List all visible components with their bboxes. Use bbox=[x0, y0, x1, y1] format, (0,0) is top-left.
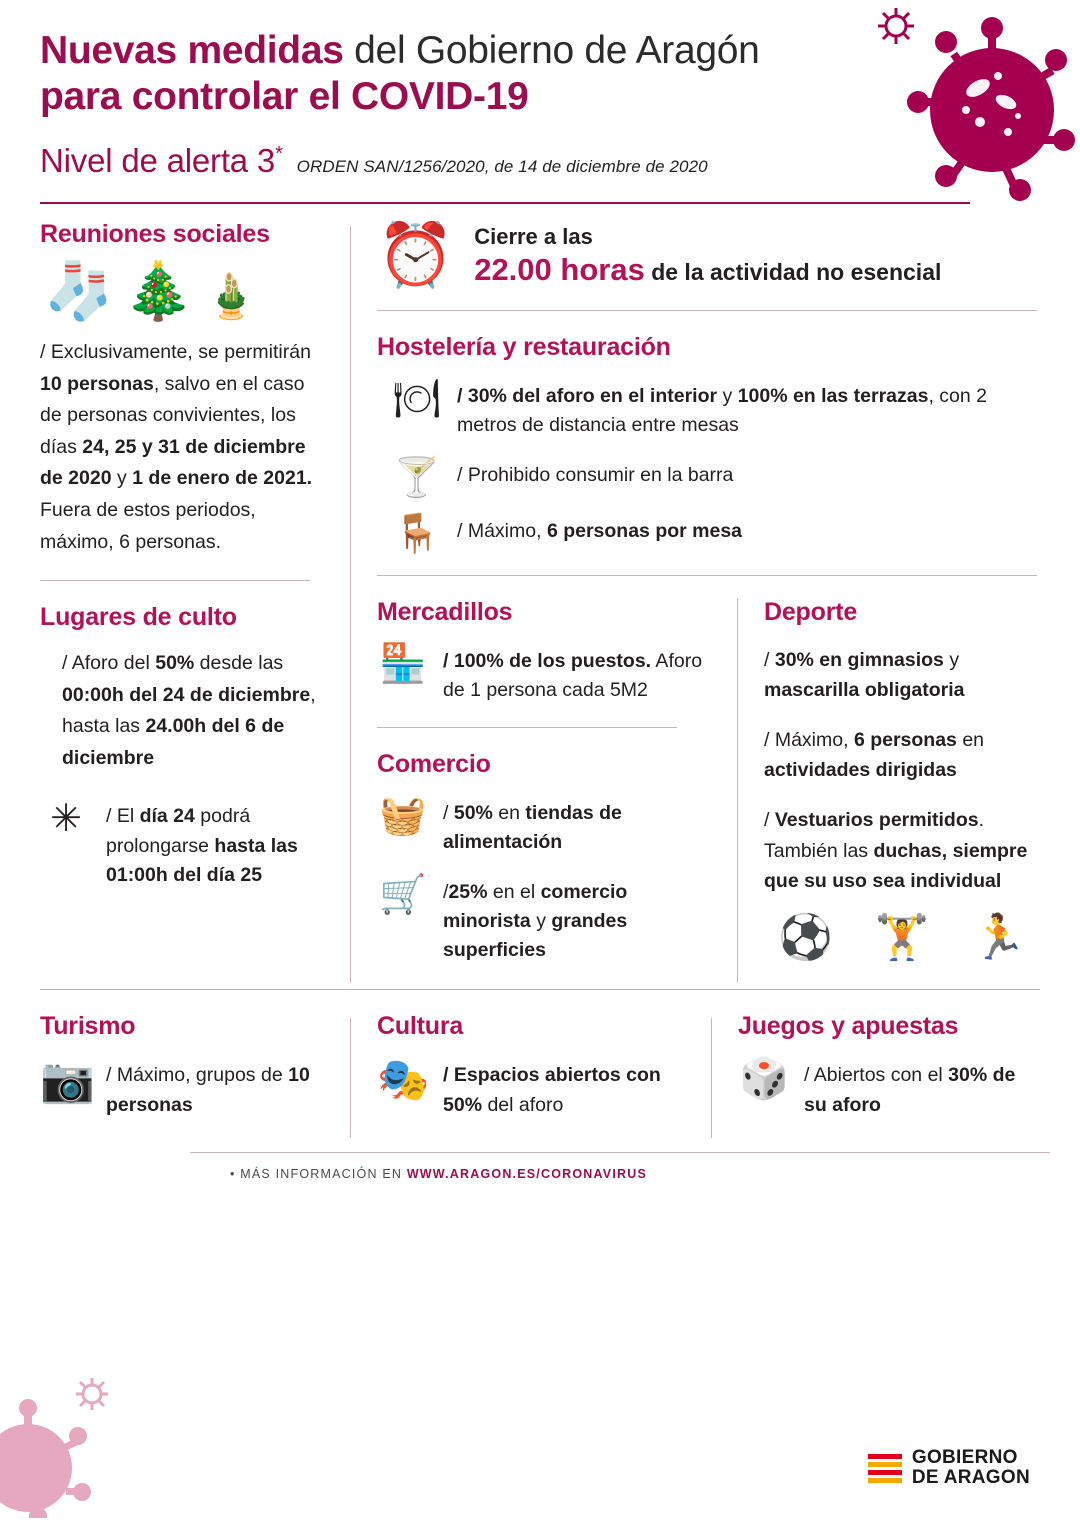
tourism-item bbox=[40, 1056, 330, 1120]
more-info-prefix: • MÁS INFORMACIÓN EN bbox=[230, 1166, 407, 1181]
social-text-e: Fuera de estos periodos, máximo, 6 personas. bbox=[40, 498, 256, 553]
page-title bbox=[40, 28, 840, 120]
section-heading-hostelry: Hostelería y restauración bbox=[377, 333, 671, 362]
worship-2-b2: hasta las 01:00h del día 25 bbox=[106, 834, 298, 886]
section-heading-worship: Lugares de culto bbox=[40, 603, 237, 632]
markets-item bbox=[377, 642, 713, 706]
aragon-flag-icon bbox=[868, 1454, 902, 1483]
sport-3-a: / bbox=[764, 809, 775, 832]
right-column bbox=[351, 220, 1040, 983]
order-reference: ORDEN SAN/1256/2020, de 14 de diciembre de 2020 bbox=[296, 157, 708, 177]
section-heading-gambling: Juegos y apuestas bbox=[738, 1012, 959, 1041]
com-1-c: en bbox=[492, 802, 526, 825]
divider-closing-hostelry bbox=[377, 310, 1037, 311]
worship-2-a: / El bbox=[106, 805, 140, 828]
header bbox=[40, 0, 1040, 204]
commerce-item-1-text bbox=[443, 797, 713, 858]
sport-bullet-3 bbox=[764, 805, 1040, 896]
alarm-clock-icon: ⏰ bbox=[377, 221, 455, 291]
christmas-stocking-icon: 🧦 bbox=[44, 259, 114, 323]
sport-3-b3: duchas, siempre que su uso sea individual bbox=[764, 839, 1028, 892]
divider-bottom-row bbox=[40, 989, 1040, 990]
hostelry-item-3-text bbox=[457, 515, 742, 546]
divider-hostelry-subgrid bbox=[377, 575, 1037, 576]
alert-level-asterisk: * bbox=[275, 143, 283, 166]
markets-item-text bbox=[443, 645, 713, 706]
markets-a: / bbox=[443, 649, 454, 672]
worship-1-b2: 00:00h del 24 de diciembre bbox=[62, 683, 311, 706]
market-stall-icon: 🏪 bbox=[379, 642, 427, 685]
sport-2-a: / Máximo, bbox=[764, 728, 854, 751]
closing-hours: 22.00 horas bbox=[474, 252, 645, 288]
social-text-c: , salvo en el caso de personas convivientes, los días bbox=[40, 372, 305, 458]
gambling-block bbox=[712, 1012, 1040, 1138]
left-column bbox=[40, 220, 350, 983]
hostelry-item-1 bbox=[391, 380, 1040, 441]
closing-suffix: de la actividad no esencial bbox=[644, 259, 942, 286]
shopping-cart-icon: 🛒 bbox=[379, 873, 427, 916]
com-1-b1: 50% bbox=[453, 802, 493, 825]
hostelry-item-2-text: / Prohibido consumir en la barra bbox=[457, 463, 734, 486]
sport-1-c: y bbox=[943, 648, 960, 671]
alert-level-text: Nivel de alerta 3 bbox=[40, 142, 276, 180]
gambling-item-text bbox=[804, 1059, 1040, 1120]
logo-text bbox=[912, 1448, 1030, 1488]
alert-level bbox=[40, 142, 283, 180]
tourism-b: 10 personas bbox=[106, 1064, 310, 1116]
worship-1-d: , hasta las bbox=[62, 683, 316, 738]
dice-icon: 🎲 bbox=[739, 1057, 789, 1102]
more-info-url[interactable]: WWW.ARAGON.ES/CORONAVIRUS bbox=[406, 1166, 647, 1181]
sport-emoji-row bbox=[764, 913, 1040, 963]
commerce-item-2 bbox=[377, 873, 713, 966]
gambling-a: / Abiertos con el bbox=[804, 1064, 949, 1087]
section-heading-culture: Cultura bbox=[377, 1012, 464, 1041]
section-heading-social: Reuniones sociales bbox=[40, 220, 270, 249]
host-1-b1: 30% del aforo en el interior bbox=[467, 385, 718, 408]
worship-item-1 bbox=[62, 648, 330, 774]
closing-line-1: Cierre a las bbox=[474, 224, 593, 250]
com-2-c: en el bbox=[487, 880, 541, 903]
social-text-d: y bbox=[111, 467, 133, 490]
worship-item-2 bbox=[40, 800, 330, 890]
com-2-b3: grandes superficies bbox=[443, 909, 628, 962]
closing-line-2 bbox=[474, 252, 941, 288]
host-3-b1: 6 personas por mesa bbox=[546, 519, 743, 542]
section-heading-commerce: Comercio bbox=[377, 750, 491, 779]
sport-3-c: permitidos bbox=[873, 809, 979, 832]
tourism-a: / Máximo, grupos de bbox=[106, 1064, 289, 1087]
social-text-b2: 24, 25 y 31 de diciembre de 2020 bbox=[40, 435, 306, 490]
worship-1-b1: 50% bbox=[155, 652, 195, 675]
culture-c: del aforo bbox=[482, 1093, 564, 1116]
worship-2-c: podrá prolongarse bbox=[106, 805, 251, 857]
header-divider bbox=[40, 202, 970, 204]
closing-time-block bbox=[377, 221, 1040, 291]
commerce-item-1 bbox=[377, 797, 713, 858]
hostelry-item-2 bbox=[391, 456, 1040, 499]
gobierno-de-aragon-logo bbox=[868, 1448, 1030, 1488]
com-2-a: / bbox=[443, 880, 449, 903]
com-1-a: / bbox=[443, 802, 454, 825]
social-text bbox=[40, 337, 330, 558]
culture-b1: Espacios abiertos con 50% bbox=[443, 1064, 661, 1116]
main-columns bbox=[40, 220, 1040, 983]
cocktail-icon: 🍸 bbox=[393, 456, 441, 499]
worship-2-b1: día 24 bbox=[139, 805, 195, 828]
social-text-b1: 10 personas bbox=[40, 372, 154, 395]
christmas-tree-icon: 🎄 bbox=[123, 259, 194, 323]
hostelry-item-1-text bbox=[457, 380, 1040, 441]
sport-3-b2: . También las bbox=[764, 809, 985, 862]
host-1-a: / bbox=[457, 385, 468, 408]
culture-item-text bbox=[443, 1059, 687, 1120]
sport-1-b2: mascarilla obligatoria bbox=[764, 678, 965, 701]
host-3-a: / Máximo, bbox=[457, 519, 547, 542]
host-1-b2: 100% en las terrazas bbox=[737, 385, 929, 408]
divider-social-worship bbox=[40, 580, 310, 581]
culture-item bbox=[377, 1056, 687, 1120]
com-2-d: y bbox=[530, 909, 552, 932]
sport-bullet-2 bbox=[764, 725, 1040, 785]
host-1-d: , con 2 metros de distancia entre mesas bbox=[457, 385, 988, 437]
subgrid bbox=[377, 598, 1040, 984]
divider-markets-commerce bbox=[377, 727, 677, 728]
coronavirus-illustration-bottom-left bbox=[0, 1358, 140, 1518]
star-icon: ✳ bbox=[50, 798, 82, 841]
markets-c: Aforo de 1 persona cada 5M2 bbox=[443, 649, 703, 701]
social-text-a: / Exclusivamente, se permitirán bbox=[40, 341, 311, 364]
tourism-block bbox=[40, 1012, 350, 1138]
worship-1-c: desde las bbox=[194, 652, 284, 675]
christmas-bauble-icon: 🎍 bbox=[203, 272, 259, 322]
subgrid-right bbox=[738, 598, 1040, 984]
com-2-b2: comercio minorista bbox=[443, 880, 628, 932]
gambling-b1: 30% de su aforo bbox=[804, 1064, 1016, 1116]
runner-icon: 🏃 bbox=[971, 913, 1027, 963]
shopping-basket-icon: 🧺 bbox=[379, 795, 427, 838]
social-text-b3: 1 de enero de 2021. bbox=[132, 467, 313, 490]
subgrid-left bbox=[377, 598, 737, 984]
camera-icon: 📷 bbox=[40, 1056, 95, 1106]
sport-2-b2: actividades dirigidas bbox=[764, 759, 957, 782]
tourism-item-text bbox=[106, 1059, 330, 1120]
host-1-c: y bbox=[717, 385, 738, 408]
title-part-1: Nuevas medidas bbox=[40, 29, 344, 72]
worship-1-a: / Aforo del bbox=[62, 652, 156, 675]
footer-divider bbox=[190, 1152, 1050, 1153]
worship-1-b3: 24.00h del 6 de diciembre bbox=[62, 715, 285, 769]
sport-1-b1: 30% en gimnasios bbox=[774, 648, 944, 671]
table-chairs-icon: 🪑 bbox=[393, 512, 441, 555]
sport-2-b1: 6 personas bbox=[853, 728, 957, 751]
culture-block bbox=[351, 1012, 711, 1138]
section-heading-tourism: Turismo bbox=[40, 1012, 136, 1041]
gambling-item bbox=[738, 1059, 1040, 1120]
sport-3-b1: Vestuarios bbox=[774, 809, 874, 832]
worship-item-2-text bbox=[106, 800, 330, 890]
weightlifter-icon: 🏋 bbox=[874, 913, 930, 963]
theatre-masks-icon: 🎭 bbox=[377, 1056, 430, 1104]
culture-a: / bbox=[443, 1064, 454, 1087]
bottom-row bbox=[40, 1012, 1040, 1138]
social-emoji-row bbox=[44, 259, 330, 323]
title-part-2: del Gobierno de Aragón bbox=[343, 29, 760, 72]
sport-2-c: en bbox=[956, 728, 985, 751]
title-part-3: para controlar el COVID-19 bbox=[40, 75, 529, 119]
markets-b1: 100% de los puestos. bbox=[453, 649, 652, 672]
room-service-icon: 🍽 bbox=[392, 378, 442, 421]
soccer-ball-icon: ⚽ bbox=[778, 913, 833, 963]
logo-line-1: GOBIERNO bbox=[911, 1447, 1018, 1469]
logo-line-2: DE ARAGON bbox=[911, 1467, 1030, 1489]
commerce-item-2-text bbox=[443, 876, 713, 966]
com-1-b2: tiendas de alimentación bbox=[443, 802, 622, 854]
sport-1-a: / bbox=[764, 648, 775, 671]
sport-bullet-1 bbox=[764, 645, 1040, 705]
section-heading-markets: Mercadillos bbox=[377, 597, 513, 626]
section-heading-sport: Deporte bbox=[764, 597, 858, 626]
more-info-line bbox=[230, 1167, 1040, 1181]
footer bbox=[40, 1167, 1040, 1181]
alert-level-line bbox=[40, 142, 1040, 180]
hostelry-item-3 bbox=[391, 512, 1040, 555]
com-2-b1: 25% bbox=[448, 880, 488, 903]
